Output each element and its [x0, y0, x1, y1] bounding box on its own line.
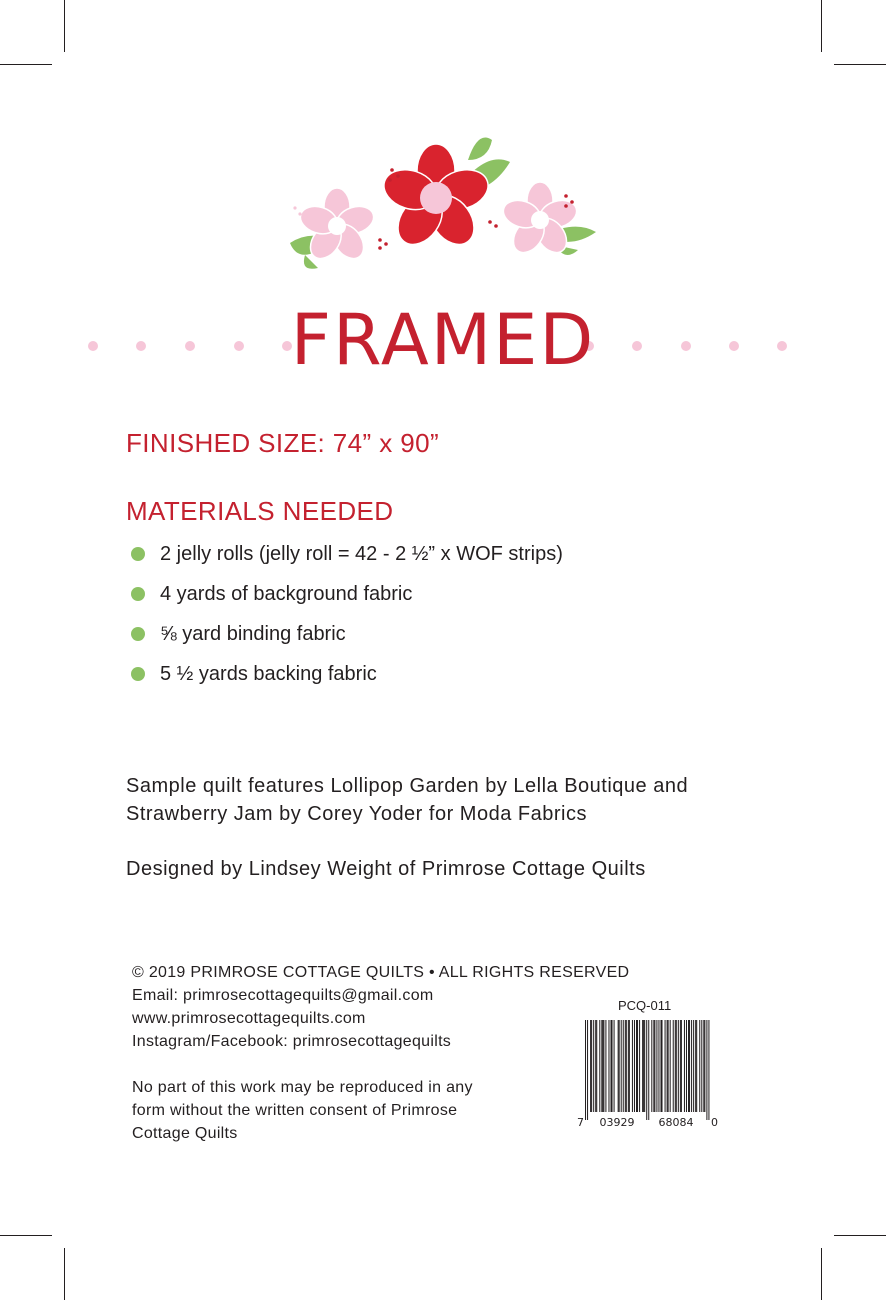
- barcode-bar: [658, 1020, 659, 1112]
- finished-size-heading: FINISHED SIZE: 74” x 90”: [126, 428, 440, 458]
- barcode-bar: [646, 1020, 647, 1120]
- material-text: ⅝ yard binding fabric: [160, 622, 346, 645]
- barcode-bar: [593, 1020, 594, 1112]
- barcode-bar: [623, 1020, 624, 1112]
- barcode-bar: [634, 1020, 635, 1112]
- barcode-bar: [642, 1020, 643, 1112]
- barcode-bar: [675, 1020, 676, 1112]
- crop-mark: [821, 1248, 822, 1300]
- barcode-bar: [673, 1020, 674, 1112]
- barcode-bar: [691, 1020, 692, 1112]
- designer-credit: Designed by Lindsey Weight of Primrose Cottage Quilts: [126, 858, 646, 880]
- material-text: 4 yards of background fabric: [160, 582, 413, 605]
- barcode-bar: [706, 1020, 707, 1120]
- barcode-bar: [601, 1020, 602, 1112]
- barcode-bar: [639, 1020, 640, 1112]
- list-item: [130, 574, 563, 614]
- barcode-group-2: 68084: [658, 1116, 694, 1129]
- barcode-bar: [585, 1020, 586, 1120]
- barcode-bar: [681, 1020, 682, 1112]
- copyright-line: © 2019 PRIMROSE COTTAGE QUILTS • ALL RIGHTS RESERVED: [132, 964, 630, 981]
- sample-line-2: Strawberry Jam by Corey Yoder for Moda Fabrics: [126, 803, 587, 825]
- barcode-bar: [676, 1020, 677, 1112]
- barcode-group-1: 03929: [599, 1116, 635, 1129]
- website-line: www.primrosecottagequilts.com: [132, 1010, 366, 1027]
- barcode-bar: [680, 1020, 681, 1112]
- barcode-bar: [693, 1020, 694, 1112]
- barcode-bar: [708, 1020, 709, 1120]
- list-item: [130, 614, 563, 654]
- flower-cluster-icon: [280, 128, 600, 288]
- email-line: Email: primrosecottagequilts@gmail.com: [132, 987, 434, 1004]
- barcode-bar: [636, 1020, 637, 1112]
- barcode-bar: [644, 1020, 645, 1112]
- barcode-digit-left: 7: [577, 1116, 584, 1129]
- barcode-icon: [577, 1020, 717, 1130]
- barcode-bar: [678, 1020, 679, 1112]
- crop-mark: [0, 64, 52, 65]
- barcode-bar: [628, 1020, 629, 1112]
- barcode-bar: [591, 1020, 592, 1112]
- barcode-bar: [618, 1020, 619, 1112]
- social-line: Instagram/Facebook: primrosecottagequilts: [132, 1033, 452, 1050]
- barcode-bar: [699, 1020, 700, 1112]
- barcode-bar: [596, 1020, 597, 1112]
- green-dot-bullet-icon: [130, 546, 146, 562]
- barcode-bar: [695, 1020, 696, 1112]
- barcode-bar: [701, 1020, 702, 1112]
- barcode-bar: [590, 1020, 591, 1112]
- barcode-bar: [656, 1020, 657, 1112]
- material-text: 2 jelly rolls (jelly roll = 42 - 2 ½” x WOF strips): [160, 542, 563, 565]
- material-text: 5 ½ yards backing fabric: [160, 662, 377, 685]
- barcode-bar: [696, 1020, 697, 1112]
- barcode-bar: [599, 1020, 600, 1112]
- barcode-bar: [662, 1020, 663, 1112]
- barcode-bar: [651, 1020, 652, 1112]
- crop-mark: [64, 1248, 65, 1300]
- notice-line-1: No part of this work may be reproduced in any: [132, 1079, 473, 1096]
- pattern-title: FRAMED: [290, 299, 596, 381]
- green-dot-bullet-icon: [130, 586, 146, 602]
- barcode-bar: [704, 1020, 705, 1112]
- notice-line-2: form without the written consent of Primrose: [132, 1102, 458, 1119]
- barcode-bar: [637, 1020, 638, 1112]
- product-code: PCQ-011: [618, 998, 672, 1013]
- crop-mark: [821, 0, 822, 52]
- barcode-bar: [654, 1020, 655, 1112]
- notice-line-3: Cottage Quilts: [132, 1125, 238, 1142]
- barcode-bar: [643, 1020, 644, 1112]
- barcode-bar: [602, 1020, 603, 1112]
- barcode-bar: [621, 1020, 622, 1112]
- list-item: [130, 654, 563, 694]
- crop-mark: [0, 1235, 52, 1236]
- barcode-bar: [595, 1020, 596, 1112]
- materials-heading: MATERIALS NEEDED: [126, 496, 394, 526]
- crop-mark: [834, 64, 886, 65]
- barcode-bar: [665, 1020, 666, 1112]
- barcode-bar: [632, 1020, 633, 1112]
- barcode-bar: [611, 1020, 612, 1112]
- barcode-bar: [605, 1020, 606, 1112]
- barcode-bar: [626, 1020, 627, 1112]
- barcode-bar: [667, 1020, 668, 1112]
- barcode-bar: [625, 1020, 626, 1112]
- barcode-bar: [703, 1020, 704, 1112]
- barcode-bar: [688, 1020, 689, 1112]
- barcode-bar: [608, 1020, 609, 1112]
- barcode-bar: [689, 1020, 690, 1112]
- barcode-bar: [686, 1020, 687, 1112]
- barcode-bar: [587, 1020, 588, 1120]
- sample-line-1: Sample quilt features Lollipop Garden by Lella Boutique and: [126, 775, 689, 797]
- crop-mark: [834, 1235, 886, 1236]
- barcode-bar: [648, 1020, 649, 1120]
- green-dot-bullet-icon: [130, 626, 146, 642]
- barcode-bar: [653, 1020, 654, 1112]
- barcode-digit-right: 0: [711, 1116, 718, 1129]
- barcode-bar: [670, 1020, 671, 1112]
- green-dot-bullet-icon: [130, 666, 146, 682]
- barcode-bar: [668, 1020, 669, 1112]
- barcode-bar: [684, 1020, 685, 1112]
- materials-list: [130, 534, 563, 694]
- barcode-bar: [603, 1020, 604, 1112]
- barcode-bar: [614, 1020, 615, 1112]
- crop-mark: [64, 0, 65, 52]
- barcode-bar: [629, 1020, 630, 1112]
- barcode-bar: [619, 1020, 620, 1112]
- barcode-bar: [612, 1020, 613, 1112]
- barcode-bar: [660, 1020, 661, 1112]
- list-item: [130, 534, 563, 574]
